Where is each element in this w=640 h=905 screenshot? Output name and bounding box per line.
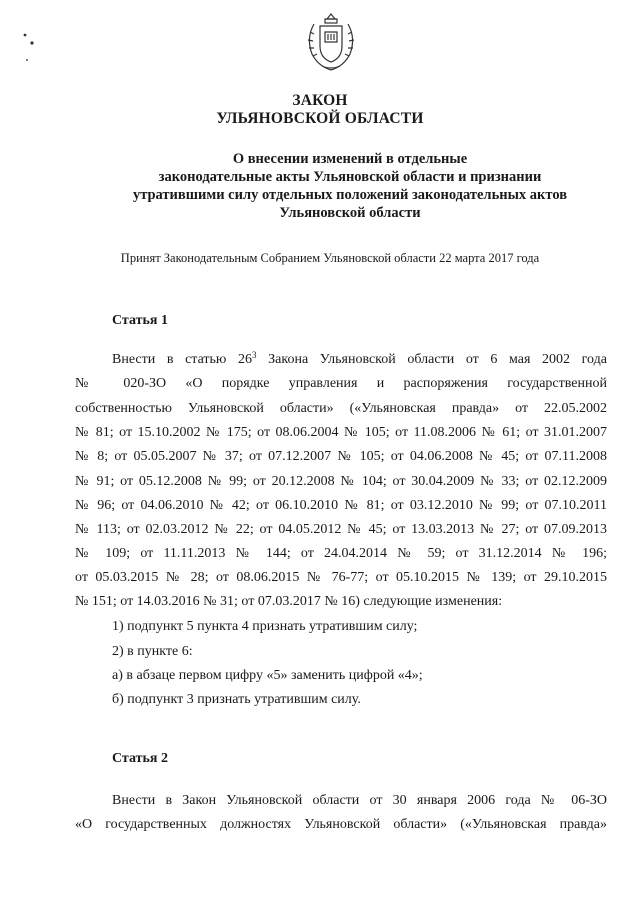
- law-region-title: УЛЬЯНОВСКОЙ ОБЛАСТИ: [216, 110, 424, 127]
- article-2-heading: Статья 2: [112, 751, 168, 766]
- article-1-item-2: 2) в пункте 6:: [112, 644, 193, 659]
- article-1-line: № 96; от 04.06.2010 № 42; от 06.10.2010 № 81; от 03.12.2010 № 99; от 07.10.2011: [75, 498, 607, 513]
- article-1-line: собственностью Ульяновской области» («Ульяновская правда» от 22.05.2002: [75, 401, 607, 416]
- law-subject-line-1: О внесении изменений в отдельные: [232, 151, 468, 167]
- article-1-line: № 109; от 11.11.2013 № 144; от 24.04.2014 № 59; от 31.12.2014 № 196;: [75, 546, 607, 561]
- law-subject-line-3: утратившими силу отдельных положений законодательных актов: [132, 187, 568, 203]
- article-1-line: № 020-ЗО «О порядке управления и распоряжения государственной: [75, 376, 607, 391]
- scan-specks: [20, 30, 40, 70]
- article-1-line-last: № 151; от 14.03.2016 № 31; от 07.03.2017 № 16) следующие изменения:: [75, 594, 503, 609]
- law-subject-line-2: законодательные акты Ульяновской области и признании: [158, 169, 542, 185]
- article-1-line: № 91; от 05.12.2008 № 99; от 20.12.2008 № 104; от 30.04.2009 № 33; от 02.12.2009: [75, 474, 607, 489]
- article-1-paragraph-first-line: Внести в статью $26^3$ Закона Ульяновской области от 6 мая 2002 года: [112, 350, 607, 367]
- article-1-line: от 05.03.2015 № 28; от 08.06.2015 № 76-77; от 05.10.2015 № 139; от 29.10.2015: [75, 570, 607, 585]
- law-title: ЗАКОН: [292, 92, 348, 109]
- article-1-line: № 8; от 05.05.2007 № 37; от 07.12.2007 № 105; от 04.06.2008 № 45; от 07.11.2008: [75, 449, 607, 464]
- article-1-line: № 113; от 02.03.2012 № 22; от 04.05.2012 № 45; от 13.03.2013 № 27; от 07.09.2013: [75, 522, 607, 537]
- adoption-note: Принят Законодательным Собранием Ульяновской области 22 марта 2017 года: [120, 251, 540, 265]
- article-1-heading: Статья 1: [112, 313, 168, 328]
- article-1-item-1: 1) подпункт 5 пункта 4 признать утратившим силу;: [112, 619, 418, 634]
- coat-of-arms-emblem-icon: [300, 10, 362, 74]
- superscript: 3: [252, 350, 257, 360]
- article-2-line: «О государственных должностях Ульяновской области» («Ульяновская правда»: [75, 817, 607, 832]
- article-1-item-2b: б) подпункт 3 признать утратившим силу.: [112, 692, 361, 707]
- article-1-item-2a: а) в абзаце первом цифру «5» заменить цифрой «4»;: [112, 668, 423, 683]
- article-1-line: № 81; от 15.10.2002 № 175; от 08.06.2004 № 105; от 11.08.2006 № 61; от 31.01.2007: [75, 425, 607, 440]
- law-subject-line-4: Ульяновской области: [279, 205, 421, 221]
- article-2-line: Внести в Закон Ульяновской области от 30 января 2006 года № 06-ЗО: [112, 793, 607, 808]
